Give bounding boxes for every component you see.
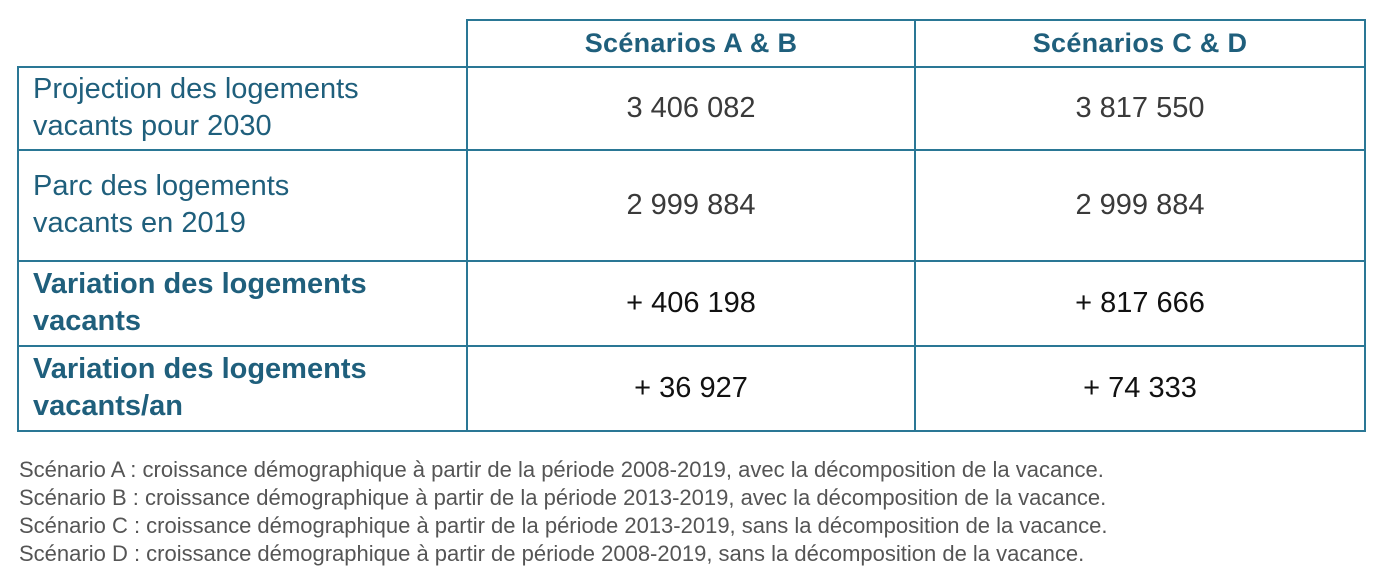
- cell-variation-per-year-cd: + 74 333: [915, 346, 1365, 431]
- cell-projection-cd: 3 817 550: [915, 67, 1365, 150]
- row-label-line: Parc des logements: [33, 170, 290, 203]
- table-row: [18, 67, 1365, 150]
- scenario-note-a: Scénario A : croissance démographique à partir de la période 2008-2019, avec la décomposition de la vacance.: [19, 457, 1104, 482]
- table-corner-cell: [18, 20, 467, 67]
- cell-parc-cd: 2 999 884: [915, 150, 1365, 261]
- cell-variation-cd: + 817 666: [915, 261, 1365, 346]
- row-label-line: vacants pour 2030: [33, 110, 272, 143]
- row-label-line: vacants: [33, 305, 142, 338]
- cell-parc-ab: 2 999 884: [467, 150, 915, 261]
- table-row: [18, 346, 1365, 431]
- row-label-line: vacants en 2019: [33, 207, 246, 240]
- row-label-variation: [18, 261, 467, 346]
- table-header-row: [18, 20, 1365, 67]
- scenario-note-b: Scénario B : croissance démographique à partir de la période 2013-2019, avec la décomposition de la vacance.: [19, 485, 1107, 510]
- row-label-line: Variation des logements: [33, 353, 367, 386]
- vacant-housing-table: [17, 19, 1366, 432]
- row-label-variation-per-year: [18, 346, 467, 431]
- row-label-line: vacants/an: [33, 390, 183, 423]
- scenario-notes: [19, 456, 1374, 568]
- cell-variation-per-year-ab: + 36 927: [467, 346, 915, 431]
- column-header-scenarios-cd: Scénarios C & D: [915, 20, 1365, 67]
- row-label-parc-2019: [18, 150, 467, 261]
- row-label-line: Variation des logements: [33, 268, 367, 301]
- table-row: [18, 150, 1365, 261]
- column-header-scenarios-ab: Scénarios A & B: [467, 20, 915, 67]
- cell-projection-ab: 3 406 082: [467, 67, 915, 150]
- scenario-note-c: Scénario C : croissance démographique à partir de la période 2013-2019, sans la décomposition de la vacance.: [19, 513, 1108, 538]
- row-label-projection-2030: [18, 67, 467, 150]
- scenario-note-d: Scénario D : croissance démographique à partir de période 2008-2019, sans la décomposition de la vacance.: [19, 541, 1085, 566]
- table-row: [18, 261, 1365, 346]
- cell-variation-ab: + 406 198: [467, 261, 915, 346]
- row-label-line: Projection des logements: [33, 73, 359, 106]
